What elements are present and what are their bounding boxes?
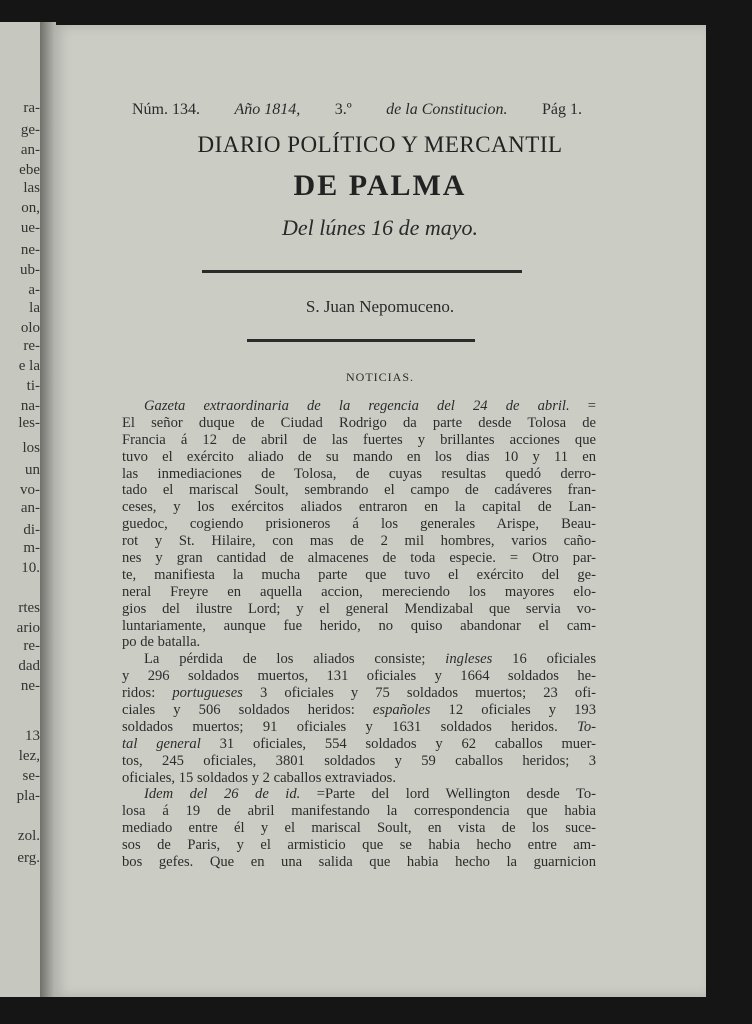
left-page-fragment: e la [18, 358, 40, 374]
italic-text: portugueses [172, 685, 243, 702]
article-line [122, 634, 596, 651]
article-line [122, 499, 596, 516]
text-run: luntariamente, aunque fue herido, no quiso abandonar el cam- [122, 617, 596, 634]
text-run: losa á 19 de abril manifestando la correspondencia que habia [122, 803, 596, 820]
text-run: = [569, 398, 596, 414]
text-run: ceses, y los exércitos aliados entraron en la capital de Lan- [122, 499, 596, 516]
divider-rule [202, 270, 522, 273]
text-run: guedoc, cogiendo prisioneros á los generales Arispe, Beau- [122, 516, 596, 533]
left-page-fragment: on, [21, 200, 40, 216]
left-page-fragment: olo [20, 320, 40, 336]
left-page-fragment: los [22, 440, 40, 456]
left-page-fragment: dad [18, 658, 40, 674]
left-page-fragment: la [29, 300, 40, 316]
italic-text: tal general [122, 735, 201, 752]
text-run: las inmediaciones de Tolosa, de cuyas resultas quedó derro- [122, 465, 596, 482]
divider-rule [247, 339, 475, 342]
article-line [122, 753, 596, 770]
text-run: Francia á 12 de abril de las fuertes y brillantes acciones que [122, 431, 596, 448]
article-line [122, 854, 596, 871]
text-run: ciales y 506 soldados heridos: [122, 702, 373, 719]
article-line [122, 516, 596, 533]
left-page-fragment: 13 [25, 728, 40, 744]
section-heading: NOTICIAS. [346, 370, 414, 384]
text-run: El señor duque de Ciudad Rodrigo da parte desde Tolosa de [122, 414, 596, 431]
left-page-fragment: erg. [17, 850, 40, 866]
text-run: sos de Paris, y el armisticio que se habia hecho entre am- [122, 837, 596, 854]
text-run: tado el mariscal Soult, sembrando el campo de cadáveres fran- [122, 482, 596, 499]
left-page-fragment: ub- [20, 262, 40, 278]
left-page-fragment: a- [28, 282, 40, 298]
left-page-fragment: les- [18, 415, 40, 431]
article-line [122, 584, 596, 601]
article-line [122, 770, 596, 787]
article-line [122, 803, 596, 820]
page-number: Pág 1. [541, 101, 582, 118]
article-line [122, 618, 596, 635]
text-run: 12 oficiales y 193 [430, 702, 596, 719]
article-line [122, 550, 596, 567]
article-line [122, 668, 596, 685]
text-run: mediado entre él y el mariscal Soult, en vista de los suce- [122, 820, 596, 837]
text-run: po de batalla. [122, 634, 201, 651]
left-page-fragment: lez, [18, 748, 40, 764]
text-run: neral Freyre en aquella accion, mereciendo los mayores elo- [122, 583, 596, 600]
text-run: gios del ilustre Lord; y el general Mendizabal que servia vo- [122, 600, 596, 617]
italic-text: To- [577, 718, 596, 735]
article-line [122, 837, 596, 854]
article-line [122, 415, 596, 432]
article-line [122, 736, 596, 753]
text-run: bos gefes. Que en una salida que habia hecho la guarnicion [122, 854, 596, 871]
text-run: tuvo el exército aliado de su mando en los dias 10 y 11 en [122, 448, 596, 465]
newspaper-page [54, 25, 706, 997]
text-run: nes y gran cantidad de almacenes de toda especie. = Otro par- [122, 550, 596, 567]
article-line [122, 685, 596, 702]
left-page-fragment: ra- [23, 100, 40, 116]
left-page-fragment: an- [20, 142, 40, 158]
left-page-fragment: zol. [17, 828, 40, 844]
saint-of-day: S. Juan Nepomuceno. [305, 297, 455, 316]
left-page-fragment: ue- [20, 220, 40, 236]
article-line [122, 533, 596, 550]
article-line [122, 432, 596, 449]
left-page-fragment: 10. [21, 560, 40, 576]
article-line [122, 482, 596, 499]
left-page-fragment: an- [20, 500, 40, 516]
article-body [122, 398, 596, 871]
left-page-fragment: ti- [26, 378, 40, 394]
text-run: te, manifiesta la mucha parte que tuvo el exército del ge- [122, 566, 596, 583]
article-line [122, 449, 596, 466]
text-run: tos, 245 oficiales, 3801 soldados y 59 caballos heridos; 3 [122, 752, 596, 769]
constitution-year-number: 3.º [334, 101, 352, 118]
left-page-fragment: rtes [18, 600, 40, 616]
left-page-fragment: na- [20, 398, 40, 414]
text-run: oficiales, 15 soldados y 2 caballos extraviados. [122, 769, 396, 786]
left-page-fragment: m- [23, 540, 40, 556]
left-page-fragment: ne- [20, 678, 40, 694]
text-run: La pérdida de los aliados consiste; [144, 651, 446, 668]
left-page-fragment: di- [23, 522, 40, 538]
article-line [122, 820, 596, 837]
text-run: 16 oficiales [492, 651, 596, 668]
article-line [122, 601, 596, 618]
left-page-fragment: las [23, 180, 40, 196]
text-run: =Parte del lord Wellington desde To- [300, 786, 596, 803]
left-page-fragment: ebe [19, 162, 40, 178]
left-page-fragment: ge- [20, 122, 40, 138]
masthead-title: DIARIO POLÍTICO Y MERCANTIL [197, 132, 563, 157]
text-run: y 296 soldados muertos, 131 oficiales y 1664 soldados he- [122, 668, 596, 685]
article-line [122, 719, 596, 736]
left-page-fragment: ario [16, 620, 40, 636]
constitution-label: de la Constitucion. [386, 101, 508, 118]
text-run: ridos: [122, 685, 173, 702]
left-page-fragment: re- [23, 638, 40, 654]
italic-text: ingleses [445, 651, 493, 668]
article-line [122, 398, 596, 415]
left-page-fragment: un [25, 462, 40, 478]
article-line [122, 786, 596, 803]
left-page-fragment: re- [23, 338, 40, 354]
masthead-subtitle: DE PALMA [293, 169, 467, 202]
left-page-fragment: ne- [20, 242, 40, 258]
issue-year: Año 1814, [234, 101, 301, 118]
text-run: soldados muertos; 91 oficiales y 1631 soldados heridos. [122, 718, 578, 735]
italic-text: Gazeta extraordinaria de la regencia del 24 de abril. [144, 398, 570, 414]
left-page-fragment: vo- [20, 482, 40, 498]
text-run: rot y St. Hilaire, con mas de 2 mil hombres, varios caño- [122, 533, 596, 550]
article-line [122, 466, 596, 483]
issue-number: Núm. 134. [132, 101, 200, 118]
article-line [122, 651, 596, 668]
article-line [122, 702, 596, 719]
issue-header [132, 101, 582, 119]
text-run: 31 oficiales, 554 soldados y 62 caballos muer- [200, 735, 596, 752]
left-page-fragment: se- [22, 768, 40, 784]
article-line [122, 567, 596, 584]
text-run: 3 oficiales y 75 soldados muertos; 23 ofi- [242, 685, 596, 702]
left-page-fragment: pla- [16, 788, 40, 804]
italic-text: españoles [372, 702, 431, 719]
issue-date: Del lúnes 16 de mayo. [281, 215, 479, 240]
italic-text: Idem del 26 de id. [144, 786, 301, 803]
